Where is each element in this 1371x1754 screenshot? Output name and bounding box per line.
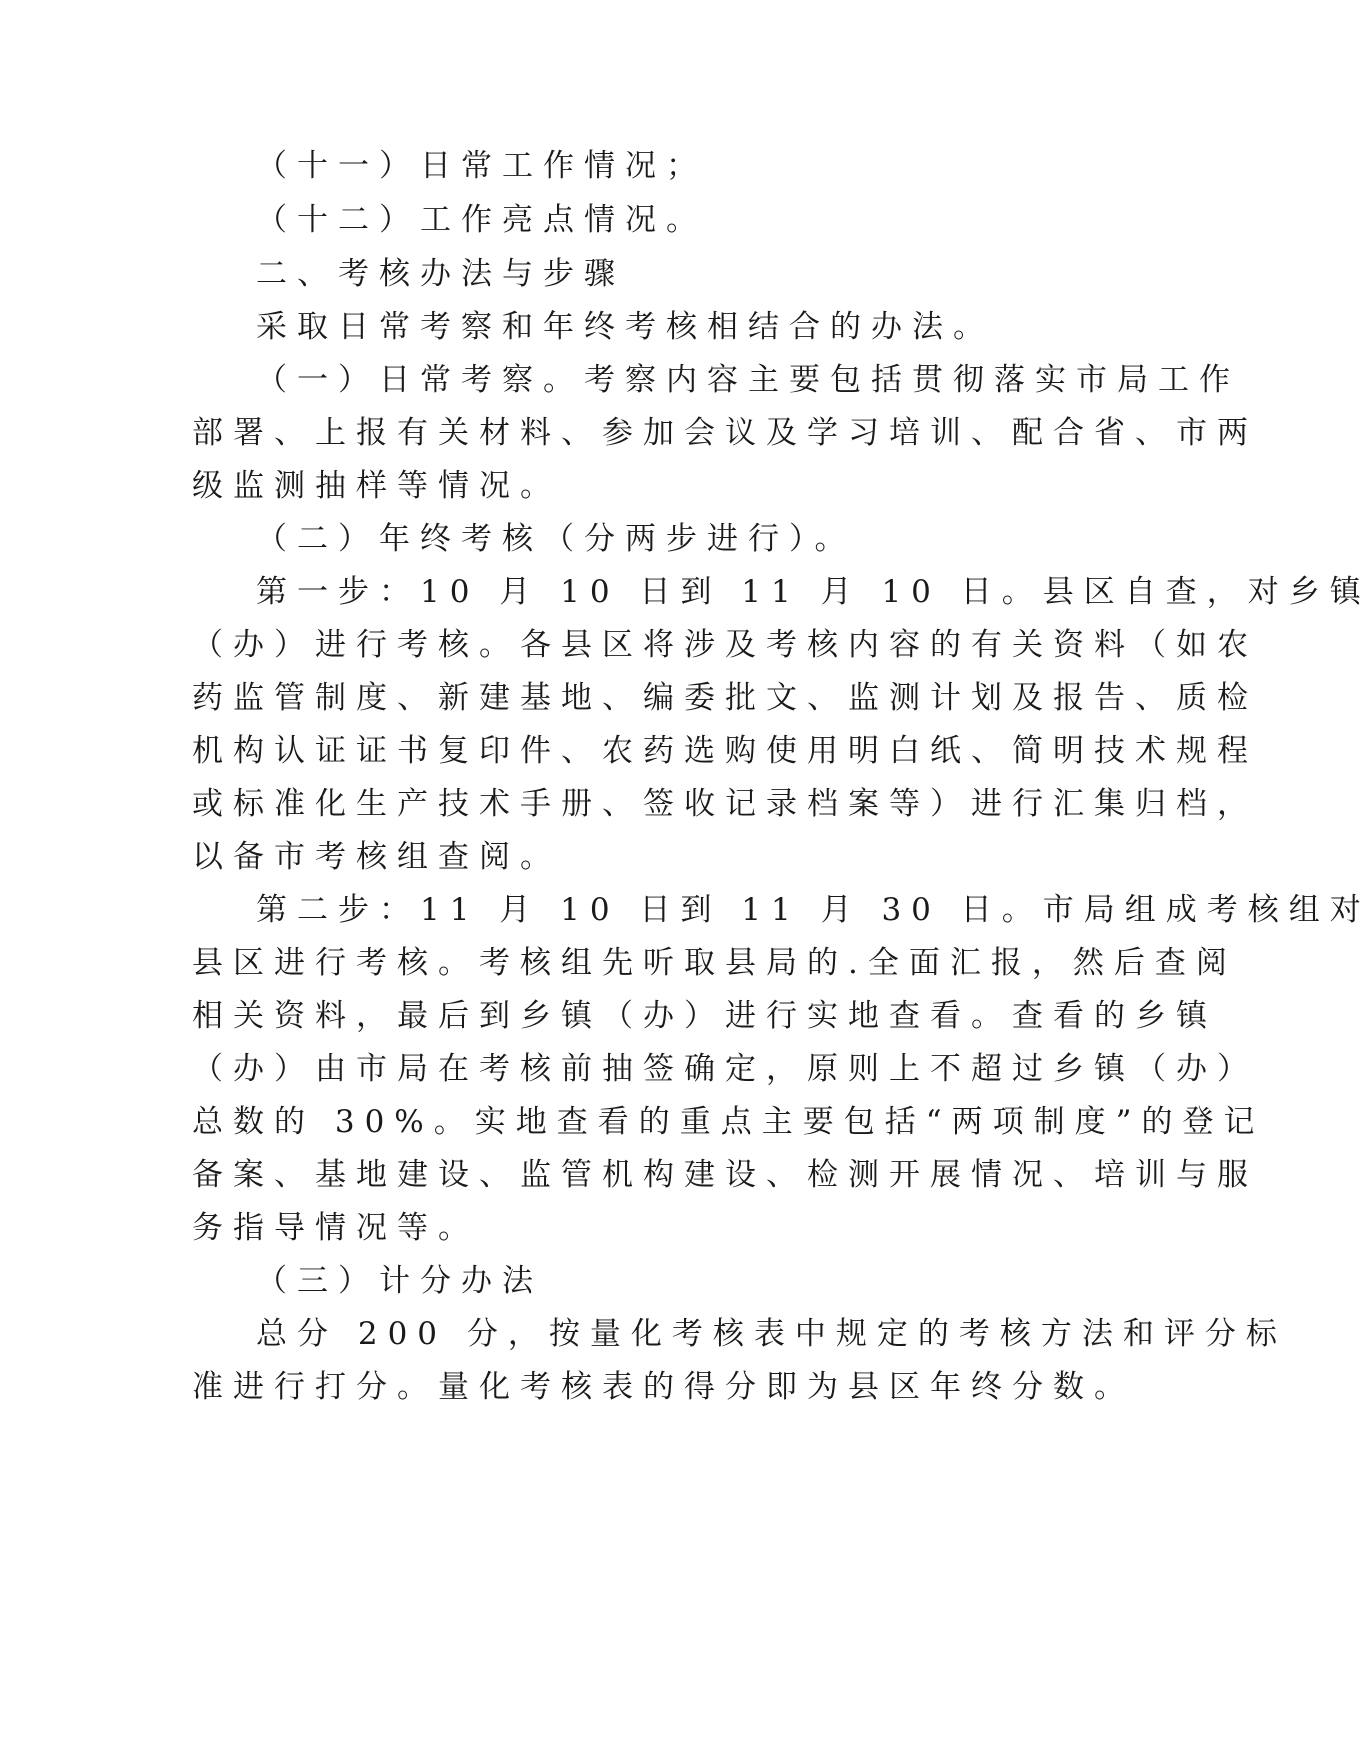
paragraph-line: 准进行打分。量化考核表的得分即为县区年终分数。 <box>192 1369 1135 1405</box>
paragraph-line: 相关资料，最后到乡镇（办）进行实地查看。查看的乡镇 <box>192 998 1217 1034</box>
paragraph-line: 药监管制度、新建基地、编委批文、监测计划及报告、质检 <box>192 680 1258 716</box>
paragraph-line: 机构认证证书复印件、农药选购使用明白纸、简明技术规程 <box>192 733 1258 769</box>
paragraph-line: 第二步：11 月 10 日到 11 月 30 日。市局组成考核组对 <box>256 892 1371 928</box>
paragraph-line: （办）由市局在考核前抽签确定，原则上不超过乡镇（办） <box>192 1051 1258 1087</box>
paragraph-line: 备案、基地建设、监管机构建设、检测开展情况、培训与服 <box>192 1157 1258 1193</box>
paragraph-line: 务指导情况等。 <box>192 1210 479 1246</box>
paragraph-line: 部署、上报有关材料、参加会议及学习培训、配合省、市两 <box>192 415 1258 451</box>
paragraph-line: 以备市考核组查阅。 <box>192 839 561 875</box>
paragraph-line: （一）日常考察。考察内容主要包括贯彻落实市局工作 <box>256 362 1240 398</box>
paragraph-line: 级监测抽样等情况。 <box>192 468 561 504</box>
section-heading-methods: 二、考核办法与步骤 <box>256 256 625 292</box>
subheading-year-end: （二）年终考核（分两步进行）。 <box>256 521 856 557</box>
paragraph-line: 采取日常考察和年终考核相结合的办法。 <box>256 309 994 345</box>
item-12-highlights: （十二）工作亮点情况。 <box>256 202 707 238</box>
item-11-daily-work: （十一）日常工作情况； <box>256 148 707 184</box>
paragraph-line: 总数的 30%。实地查看的重点主要包括“两项制度”的登记 <box>192 1104 1265 1140</box>
paragraph-line: 或标准化生产技术手册、签收记录档案等）进行汇集归档， <box>192 786 1258 822</box>
paragraph-line: 总分 200 分，按量化考核表中规定的考核方法和评分标 <box>256 1316 1287 1352</box>
subheading-scoring: （三）计分办法 <box>256 1263 543 1299</box>
paragraph-line: （办）进行考核。各县区将涉及考核内容的有关资料（如农 <box>192 627 1258 663</box>
paragraph-line: 第一步：10 月 10 日到 11 月 10 日。县区自查，对乡镇 <box>256 574 1371 610</box>
paragraph-line: 县区进行考核。考核组先听取县局的.全面汇报，然后查阅 <box>192 945 1237 981</box>
